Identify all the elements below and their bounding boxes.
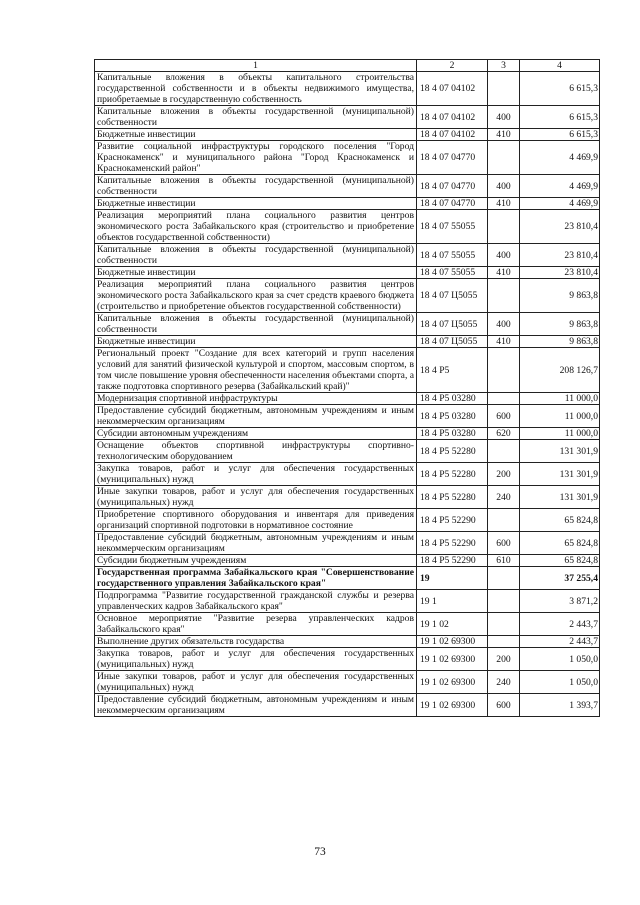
row-amount-cell: 131 301,9 <box>520 486 600 509</box>
page-number: 73 <box>314 846 326 858</box>
row-amount-cell: 208 126,7 <box>520 348 600 393</box>
row-code-cell: 18 4 P5 03280 <box>417 405 488 428</box>
row-amount-cell: 11 000,0 <box>520 405 600 428</box>
row-code-cell: 18 4 P5 52290 <box>417 532 488 555</box>
row-name-cell: Основное мероприятие "Развитие резерва управленческих кадров Забайкальского края" <box>95 613 417 636</box>
row-amount-cell: 3 871,2 <box>520 590 600 613</box>
table-row <box>95 106 600 129</box>
table-row <box>95 348 600 393</box>
row-expense-type-cell: 410 <box>488 129 520 141</box>
row-code-cell: 18 4 07 Ц5055 <box>417 279 488 313</box>
row-amount-cell: 23 810,4 <box>520 210 600 244</box>
header-col-2: 2 <box>417 60 488 72</box>
table-row <box>95 72 600 106</box>
row-expense-type-cell: 400 <box>488 313 520 336</box>
row-code-cell: 18 4 P5 52290 <box>417 555 488 567</box>
row-amount-cell: 2 443,7 <box>520 636 600 648</box>
table-row <box>95 590 600 613</box>
row-code-cell: 18 4 07 04770 <box>417 198 488 210</box>
table-row <box>95 393 600 405</box>
table-row <box>95 313 600 336</box>
row-code-cell: 18 4 P5 52280 <box>417 440 488 463</box>
row-name-cell: Региональный проект "Создание для всех категорий и групп населения условий для занятий физической культурой и спортом, массовым спортом, в том числе повышение уровня обеспеченности населения объектами спорта, а также подготовка спортивного резерва (Забайкальский край)" <box>95 348 417 393</box>
table-row <box>95 636 600 648</box>
row-name-cell: Предоставление субсидий бюджетным, автономным учреждениям и иным некоммерческим организациям <box>95 405 417 428</box>
row-expense-type-cell: 600 <box>488 405 520 428</box>
row-amount-cell: 11 000,0 <box>520 428 600 440</box>
row-amount-cell: 9 863,8 <box>520 336 600 348</box>
row-code-cell: 19 1 <box>417 590 488 613</box>
row-name-cell: Капитальные вложения в объекты государственной (муниципальной) собственности <box>95 175 417 198</box>
row-amount-cell: 65 824,8 <box>520 532 600 555</box>
row-expense-type-cell <box>488 509 520 532</box>
row-expense-type-cell <box>488 393 520 405</box>
table-row <box>95 210 600 244</box>
row-amount-cell: 4 469,9 <box>520 175 600 198</box>
row-code-cell: 18 4 P5 03280 <box>417 428 488 440</box>
row-code-cell: 18 4 P5 <box>417 348 488 393</box>
row-amount-cell: 37 255,4 <box>520 567 600 590</box>
table-row <box>95 198 600 210</box>
row-amount-cell: 65 824,8 <box>520 509 600 532</box>
row-name-cell: Бюджетные инвестиции <box>95 129 417 141</box>
table-row <box>95 555 600 567</box>
row-expense-type-cell: 240 <box>488 486 520 509</box>
table-row <box>95 486 600 509</box>
table-row <box>95 267 600 279</box>
row-amount-cell: 4 469,9 <box>520 198 600 210</box>
row-amount-cell: 65 824,8 <box>520 555 600 567</box>
row-name-cell: Модернизация спортивной инфраструктуры <box>95 393 417 405</box>
row-amount-cell: 1 393,7 <box>520 694 600 717</box>
row-expense-type-cell <box>488 440 520 463</box>
header-col-3: 3 <box>488 60 520 72</box>
header-col-4: 4 <box>520 60 600 72</box>
row-amount-cell: 6 615,3 <box>520 129 600 141</box>
table-row <box>95 463 600 486</box>
row-name-cell: Предоставление субсидий бюджетным, автономным учреждениям и иным некоммерческим организациям <box>95 532 417 555</box>
table-row <box>95 648 600 671</box>
row-expense-type-cell: 600 <box>488 532 520 555</box>
row-code-cell: 19 1 02 69300 <box>417 671 488 694</box>
table-row <box>95 671 600 694</box>
row-expense-type-cell: 410 <box>488 267 520 279</box>
row-name-cell: Капитальные вложения в объекты капитального строительства государственной собственности и в объекты недвижимого имущества, приобретаемые в государственную собственность <box>95 72 417 106</box>
row-name-cell: Субсидии бюджетным учреждениям <box>95 555 417 567</box>
row-code-cell: 18 4 07 Ц5055 <box>417 313 488 336</box>
row-expense-type-cell: 400 <box>488 244 520 267</box>
row-amount-cell: 9 863,8 <box>520 279 600 313</box>
table-row <box>95 405 600 428</box>
row-amount-cell: 23 810,4 <box>520 267 600 279</box>
row-code-cell: 18 4 P5 52280 <box>417 463 488 486</box>
row-code-cell: 18 4 07 55055 <box>417 210 488 244</box>
table-row <box>95 440 600 463</box>
row-code-cell: 19 1 02 69300 <box>417 694 488 717</box>
row-amount-cell: 23 810,4 <box>520 244 600 267</box>
row-name-cell: Приобретение спортивного оборудования и инвентаря для приведения организаций спортивной подготовки в нормативное состояние <box>95 509 417 532</box>
row-name-cell: Государственная программа Забайкальского края "Совершенствование государственного управления Забайкальского края" <box>95 567 417 590</box>
row-name-cell: Закупка товаров, работ и услуг для обеспечения государственных (муниципальных) нужд <box>95 463 417 486</box>
row-code-cell: 18 4 P5 52280 <box>417 486 488 509</box>
row-name-cell: Предоставление субсидий бюджетным, автономным учреждениям и иным некоммерческим организациям <box>95 694 417 717</box>
row-code-cell: 18 4 P5 03280 <box>417 393 488 405</box>
row-name-cell: Закупка товаров, работ и услуг для обеспечения государственных (муниципальных) нужд <box>95 648 417 671</box>
row-name-cell: Реализация мероприятий плана социального развития центров экономического роста Забайкальского края (строительство и приобретение объектов государственной собственности) <box>95 210 417 244</box>
row-name-cell: Капитальные вложения в объекты государственной (муниципальной) собственности <box>95 244 417 267</box>
row-expense-type-cell <box>488 636 520 648</box>
row-expense-type-cell: 200 <box>488 463 520 486</box>
row-code-cell: 18 4 07 04102 <box>417 129 488 141</box>
row-expense-type-cell: 620 <box>488 428 520 440</box>
row-code-cell: 18 4 07 Ц5055 <box>417 336 488 348</box>
row-expense-type-cell <box>488 613 520 636</box>
row-amount-cell: 9 863,8 <box>520 313 600 336</box>
budget-table <box>94 59 600 717</box>
row-expense-type-cell: 400 <box>488 175 520 198</box>
table-body <box>95 72 600 717</box>
row-expense-type-cell <box>488 210 520 244</box>
row-amount-cell: 131 301,9 <box>520 463 600 486</box>
row-expense-type-cell: 610 <box>488 555 520 567</box>
row-code-cell: 19 1 02 <box>417 613 488 636</box>
row-name-cell: Капитальные вложения в объекты государственной (муниципальной) собственности <box>95 313 417 336</box>
table-row <box>95 336 600 348</box>
row-expense-type-cell <box>488 567 520 590</box>
row-name-cell: Бюджетные инвестиции <box>95 267 417 279</box>
row-code-cell: 18 4 07 04102 <box>417 72 488 106</box>
row-code-cell: 18 4 07 55055 <box>417 267 488 279</box>
table-row <box>95 532 600 555</box>
row-amount-cell: 2 443,7 <box>520 613 600 636</box>
row-amount-cell: 1 050,0 <box>520 648 600 671</box>
table-row <box>95 694 600 717</box>
row-name-cell: Иные закупки товаров, работ и услуг для обеспечения государственных (муниципальных) нужд <box>95 486 417 509</box>
header-col-1: 1 <box>95 60 417 72</box>
table-row <box>95 279 600 313</box>
row-expense-type-cell <box>488 279 520 313</box>
row-code-cell: 18 4 07 04102 <box>417 106 488 129</box>
row-expense-type-cell: 200 <box>488 648 520 671</box>
row-code-cell: 18 4 P5 52290 <box>417 509 488 532</box>
table-row <box>95 244 600 267</box>
row-name-cell: Бюджетные инвестиции <box>95 198 417 210</box>
row-code-cell: 19 1 02 69300 <box>417 636 488 648</box>
table-row <box>95 509 600 532</box>
row-code-cell: 18 4 07 04770 <box>417 175 488 198</box>
row-amount-cell: 4 469,9 <box>520 141 600 175</box>
row-name-cell: Подпрограмма "Развитие государственной гражданской службы и резерва управленческих кадров Забайкальского края" <box>95 590 417 613</box>
table-row <box>95 129 600 141</box>
row-code-cell: 19 1 02 69300 <box>417 648 488 671</box>
row-name-cell: Бюджетные инвестиции <box>95 336 417 348</box>
row-amount-cell: 6 615,3 <box>520 72 600 106</box>
row-expense-type-cell: 400 <box>488 106 520 129</box>
row-code-cell: 18 4 07 55055 <box>417 244 488 267</box>
table-row <box>95 428 600 440</box>
table-row <box>95 175 600 198</box>
table-row <box>95 613 600 636</box>
row-expense-type-cell: 600 <box>488 694 520 717</box>
row-expense-type-cell <box>488 141 520 175</box>
row-code-cell: 18 4 07 04770 <box>417 141 488 175</box>
row-amount-cell: 131 301,9 <box>520 440 600 463</box>
row-name-cell: Развитие социальной инфраструктуры городского поселения "Город Краснокаменск" и муниципального района "Город Краснокаменск и Краснокаменский район" <box>95 141 417 175</box>
row-expense-type-cell: 240 <box>488 671 520 694</box>
row-name-cell: Иные закупки товаров, работ и услуг для обеспечения государственных (муниципальных) нужд <box>95 671 417 694</box>
row-name-cell: Оснащение объектов спортивной инфраструктуры спортивно-технологическим оборудованием <box>95 440 417 463</box>
row-expense-type-cell <box>488 590 520 613</box>
row-amount-cell: 6 615,3 <box>520 106 600 129</box>
row-name-cell: Выполнение других обязательств государства <box>95 636 417 648</box>
table-row <box>95 567 600 590</box>
row-amount-cell: 11 000,0 <box>520 393 600 405</box>
row-expense-type-cell <box>488 72 520 106</box>
row-expense-type-cell: 410 <box>488 336 520 348</box>
row-name-cell: Капитальные вложения в объекты государственной (муниципальной) собственности <box>95 106 417 129</box>
table-row <box>95 141 600 175</box>
row-expense-type-cell: 410 <box>488 198 520 210</box>
header-row <box>95 60 600 72</box>
row-amount-cell: 1 050,0 <box>520 671 600 694</box>
row-code-cell: 19 <box>417 567 488 590</box>
row-name-cell: Реализация мероприятий плана социального развития центров экономического роста Забайкальского края за счет средств краевого бюджета (строительство и приобретение объектов государственной собственности) <box>95 279 417 313</box>
row-name-cell: Субсидии автономным учреждениям <box>95 428 417 440</box>
row-expense-type-cell <box>488 348 520 393</box>
